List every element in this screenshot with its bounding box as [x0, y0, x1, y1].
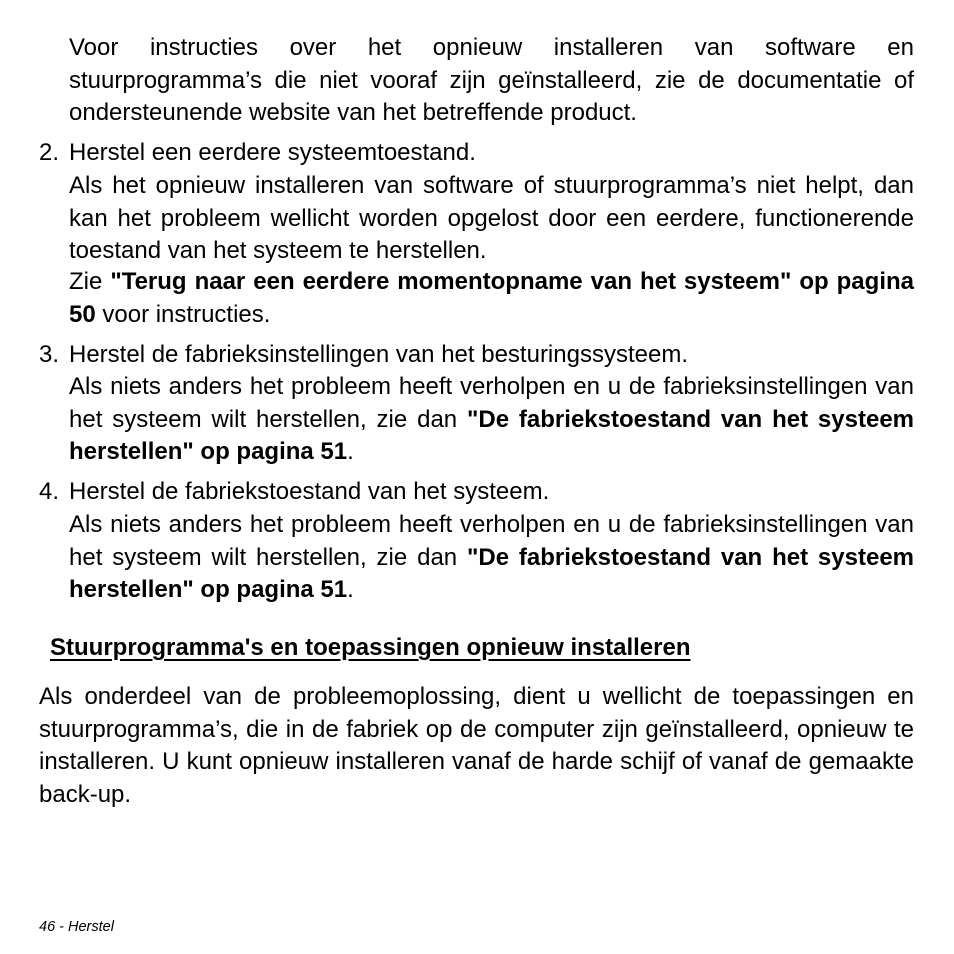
list-item-number: 4. [39, 478, 60, 505]
page-footer: 46 - Herstel [39, 919, 114, 935]
body-text: Als niets anders het probleem heeft verholpen en u de fabrieksinstellingen van het systeem wilt herstellen, zie dan [69, 373, 914, 433]
reference-suffix: voor instructies. [95, 300, 271, 328]
cross-reference-link[interactable]: "De fabriekstoestand van het systeem herstellen" op pagina 51 [69, 405, 915, 465]
list-item-number: 3. [39, 341, 60, 368]
intro-paragraph: Voor instructies over het opnieuw installeren van software en stuurprogramma’s die niet vooraf zijn geïnstalleerd, zie de documentatie of ondersteunende website van het betreffende product. [69, 34, 914, 126]
section-heading: Stuurprogramma's en toepassingen opnieuw installeren [50, 634, 691, 661]
list-item-body [69, 509, 914, 607]
section-paragraph: Als onderdeel van de probleemoplossing, dient u wellicht de toepassingen en stuurprogramma’s, die in de fabriek op de computer zijn geïnstalleerd, opnieuw te installeren. U kunt opnieuw installeren vanaf de harde schijf of vanaf de gemaakte back-up. [39, 683, 914, 808]
reference-suffix: . [347, 576, 354, 603]
list-item-reference [69, 266, 914, 331]
body-text: Als niets anders het probleem heeft verholpen en u de fabrieksinstellingen van het systeem wilt herstellen, zie dan [69, 511, 914, 571]
cross-reference-link[interactable]: "De fabriekstoestand van het systeem herstellen" op pagina 51 [69, 543, 915, 603]
list-item-body [69, 371, 914, 469]
list-item-title: Herstel de fabrieksinstellingen van het besturingssysteem. [69, 341, 688, 368]
cross-reference-link[interactable]: "Terug naar een eerdere momentopname van het systeem" op pagina 50 [69, 268, 914, 328]
reference-prefix: Zie [69, 268, 111, 295]
list-item-title: Herstel de fabriekstoestand van het systeem. [69, 478, 550, 505]
list-item-body: Als het opnieuw installeren van software of stuurprogramma’s niet helpt, dan kan het probleem wellicht worden opgelost door een eerdere, functionerende toestand van het systeem te herstellen. [69, 172, 914, 264]
reference-suffix: . [347, 438, 354, 465]
list-item-title: Herstel een eerdere systeemtoestand. [69, 139, 476, 166]
list-item-number: 2. [39, 139, 60, 166]
